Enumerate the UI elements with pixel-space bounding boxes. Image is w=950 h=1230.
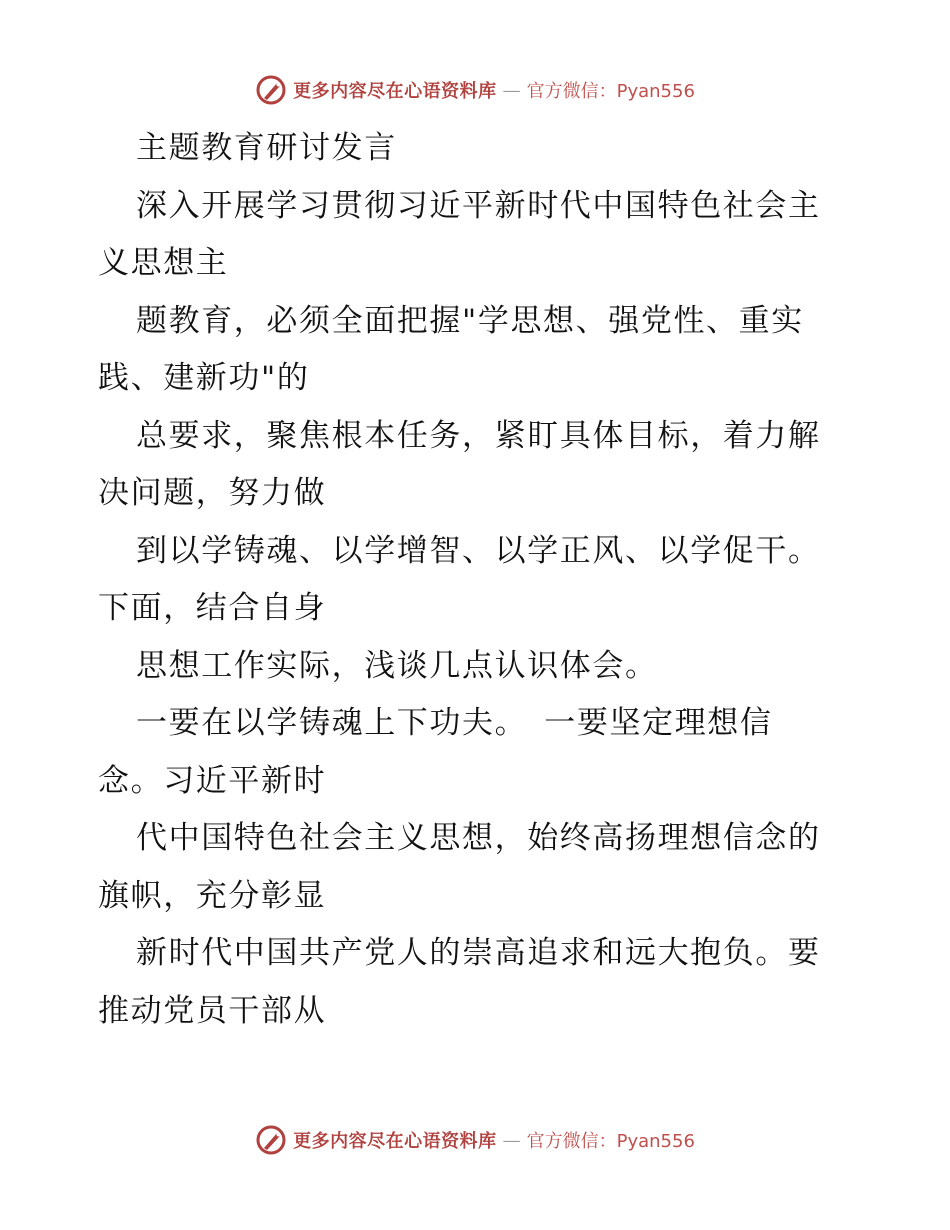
document-body (98, 120, 858, 1040)
footer-banner-contact: 官方微信：Pyan556 (526, 1131, 695, 1152)
paragraph-line: 推动党员干部从 (98, 992, 327, 1029)
pen-logo-icon (255, 74, 287, 106)
paragraph-line: 践、建新功"的 (98, 360, 310, 396)
paragraph-line: 一要在以学铸魂上下功夫。 一要坚定理想信 (136, 705, 773, 741)
paragraph-line: 念。习近平新时 (98, 762, 327, 799)
pen-logo-icon (255, 1124, 287, 1156)
header-banner (0, 70, 950, 110)
header-banner-text: 更多内容尽在心语资料库 (293, 81, 497, 102)
paragraph-line: 到以学铸魂、以学增智、以学正风、以学促干。 (136, 532, 821, 569)
paragraph-line: 代中国特色社会主义思想，始终高扬理想信念的 (136, 820, 821, 856)
document-title: 主题教育研讨发言 (136, 130, 397, 166)
header-banner-contact: 官方微信：Pyan556 (526, 81, 695, 102)
paragraph-line: 思想工作实际，浅谈几点认识体会。 (136, 647, 658, 684)
footer-banner-dash: — (502, 1129, 521, 1151)
paragraph-line: 旗帜，充分彰显 (98, 877, 327, 914)
paragraph-line: 题教育，必须全面把握"学思想、强党性、重实 (136, 302, 804, 339)
paragraph-line: 下面，结合自身 (98, 590, 327, 626)
paragraph-line: 义思想主 (98, 245, 229, 281)
paragraph-line: 决问题，努力做 (98, 475, 327, 511)
footer-banner (0, 1120, 950, 1160)
footer-banner-text: 更多内容尽在心语资料库 (293, 1131, 497, 1152)
paragraph-line: 深入开展学习贯彻习近平新时代中国特色社会主 (136, 187, 821, 224)
paragraph-line: 总要求，聚焦根本任务，紧盯具体目标，着力解 (136, 417, 821, 454)
header-banner-dash: — (502, 79, 521, 101)
paragraph-line: 新时代中国共产党人的崇高追求和远大抱负。要 (136, 935, 821, 971)
